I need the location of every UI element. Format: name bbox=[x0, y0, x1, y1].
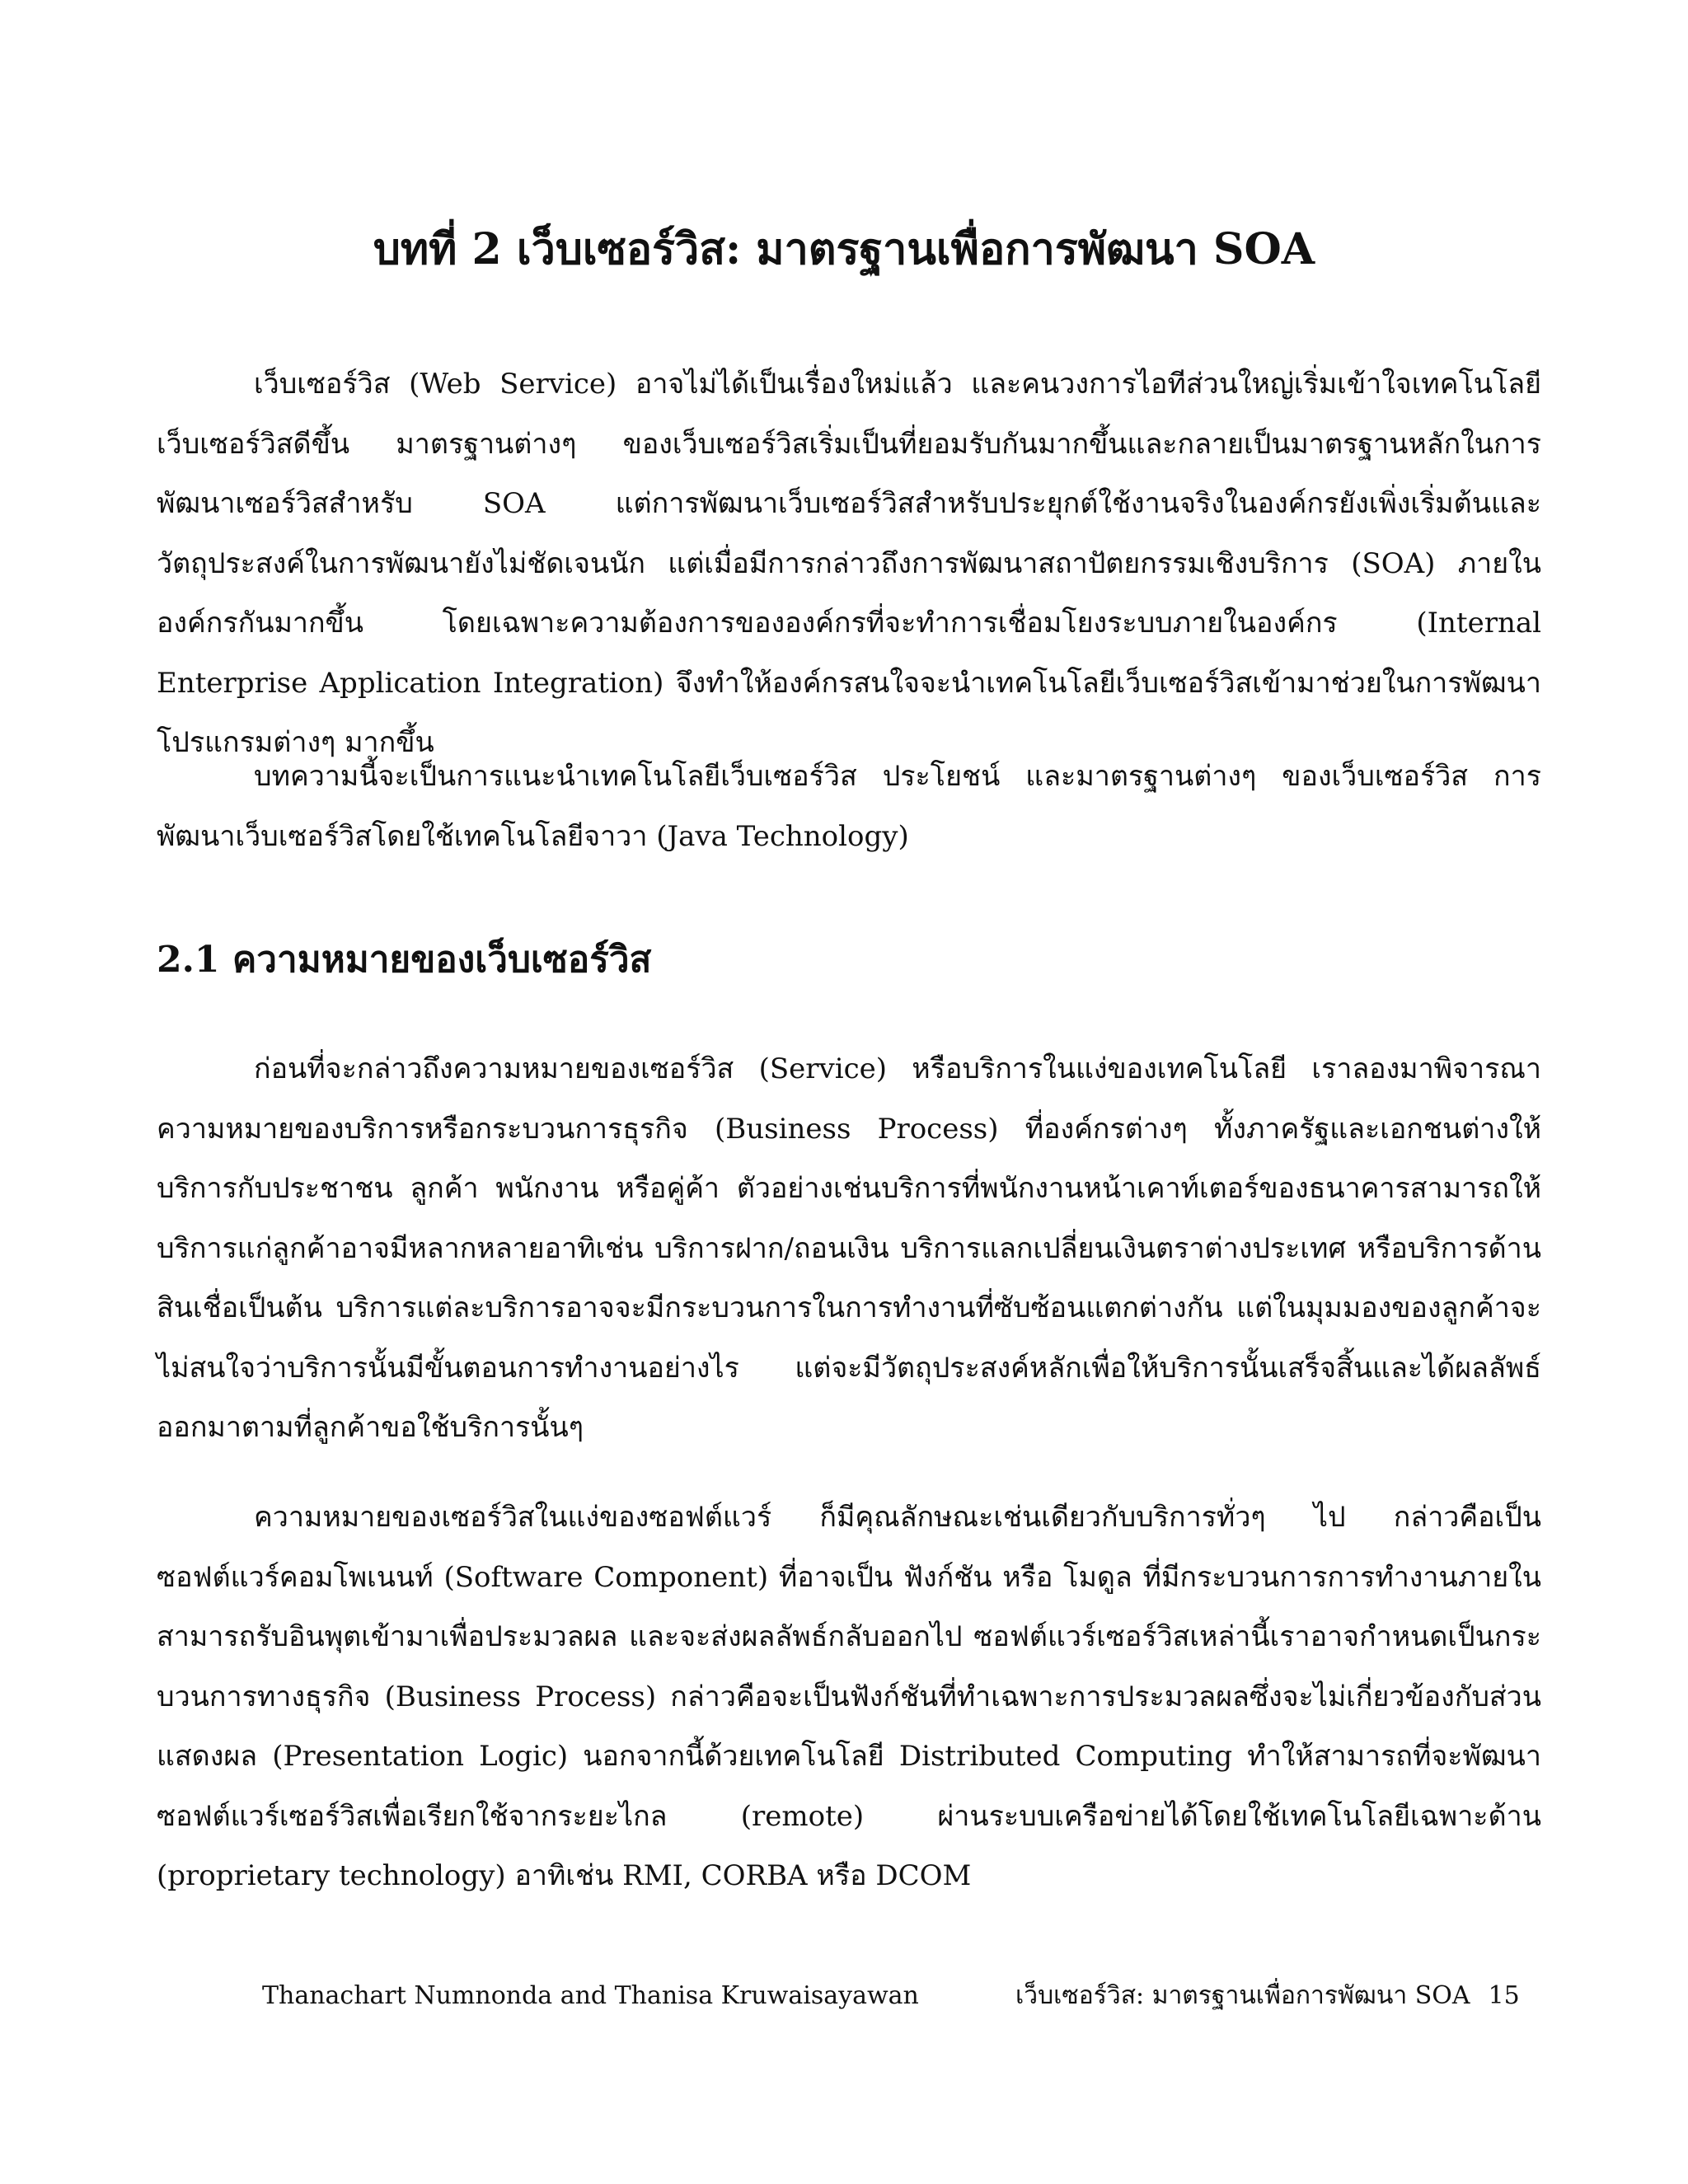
page-number: 15 bbox=[1488, 1981, 1520, 2010]
footer-authors: Thanachart Numnonda and Thanisa Kruwaisayawan bbox=[262, 1981, 919, 2010]
section-paragraph-2: ความหมายของเซอร์วิสในแง่ของซอฟต์แวร์ ก็มีคุณลักษณะเช่นเดียวกับบริการทั่วๆ ไป กล่าวคือเป็นซอฟต์แวร์คอมโพเนนท์ (Software Component) ที่อาจเป็น ฟังก์ชัน หรือ โมดูล ที่มีกระบวนการการทำงานภายในสามารถรับอินพุตเข้ามาเพื่อประมวลผล และจะส่งผลลัพธ์กลับออกไป ซอฟต์แวร์เซอร์วิสเหล่านี้เราอาจกำหนดเป็นกระบวนการทางธุรกิจ (Business Process) กล่าวคือจะเป็นฟังก์ชันที่ทำเฉพาะการประมวลผลซึ่งจะไม่เกี่ยวข้องกับส่วนแสดงผล (Presentation Logic) นอกจากนี้ด้วยเทคโนโลยี Distributed Computing ทำให้สามารถที่จะพัฒนาซอฟต์แวร์เซอร์วิสเพื่อเรียกใช้จากระยะไกล (remote) ผ่านระบบเครือข่ายได้โดยใช้เทคโนโลยีเฉพาะด้าน (proprietary technology) อาทิเช่น RMI, CORBA หรือ DCOM bbox=[157, 1501, 1541, 1892]
section-paragraph-1: ก่อนที่จะกล่าวถึงความหมายของเซอร์วิส (Service) หรือบริการในแง่ของเทคโนโลยี เราลองมาพิจารณาความหมายของบริการหรือกระบวนการธุรกิจ (Business Process) ที่องค์กรต่างๆ ทั้งภาครัฐและเอกชนต่างให้บริการกับประชาชน ลูกค้า พนักงาน หรือคู่ค้า ตัวอย่างเช่นบริการที่พนักงานหน้าเคาท์เตอร์ของธนาคารสามารถให้บริการแก่ลูกค้าอาจมีหลากหลายอาทิเช่น บริการฝาก/ถอนเงิน บริการแลกเปลี่ยนเงินตราต่างประเทศ หรือบริการด้านสินเชื่อเป็นต้น บริการแต่ละบริการอาจจะมีกระบวนการในการทำงานที่ซับซ้อนแตกต่างกัน แต่ในมุมมองของลูกค้าจะไม่สนใจว่าบริการนั้นมีขั้นตอนการทำงานอย่างไร แต่จะมีวัตถุประสงค์หลักเพื่อให้บริการนั้นเสร็จสิ้นและได้ผลลัพธ์ออกมาตามที่ลูกค้าขอใช้บริการนั้นๆ bbox=[157, 1052, 1541, 1444]
section-title: 2.1 ความหมายของเว็บเซอร์วิส bbox=[157, 939, 652, 981]
intro-paragraph-1: เว็บเซอร์วิส (Web Service) อาจไม่ได้เป็นเรื่องใหม่แล้ว และคนวงการไอทีส่วนใหญ่เริ่มเข้าใจเทคโนโลยีเว็บเซอร์วิสดีขึ้น มาตรฐานต่างๆ ของเว็บเซอร์วิสเริ่มเป็นที่ยอมรับกันมากขึ้นและกลายเป็นมาตรฐานหลักในการพัฒนาเซอร์วิสสำหรับ SOA แต่การพัฒนาเว็บเซอร์วิสสำหรับประยุกต์ใช้งานจริงในองค์กรยังเพิ่งเริ่มต้นและวัตถุประสงค์ในการพัฒนายังไม่ชัดเจนนัก แต่เมื่อมีการกล่าวถึงการพัฒนาสถาปัตยกรรมเชิงบริการ (SOA) ภายในองค์กรกันมากขึ้น โดยเฉพาะความต้องการขององค์กรที่จะทำการเชื่อมโยงระบบภายในองค์กร (Internal Enterprise Application Integration) จึงทำให้องค์กรสนใจจะนำเทคโนโลยีเว็บเซอร์วิสเข้ามาช่วยในการพัฒนาโปรแกรมต่างๆ มากขึ้น bbox=[157, 368, 1541, 759]
chapter-title: บทที่ 2 เว็บเซอร์วิส: มาตรฐานเพื่อการพัฒนา SOA bbox=[373, 223, 1315, 274]
footer-right bbox=[1015, 1978, 1520, 2014]
footer-running-title: เว็บเซอร์วิส: มาตรฐานเพื่อการพัฒนา SOA bbox=[1015, 1981, 1470, 2010]
intro-paragraph-2: บทความนี้จะเป็นการแนะนำเทคโนโลยีเว็บเซอร์วิส ประโยชน์ และมาตรฐานต่างๆ ของเว็บเซอร์วิส การพัฒนาเว็บเซอร์วิสโดยใช้เทคโนโลยีจาวา (Java Technology) bbox=[157, 760, 1541, 853]
